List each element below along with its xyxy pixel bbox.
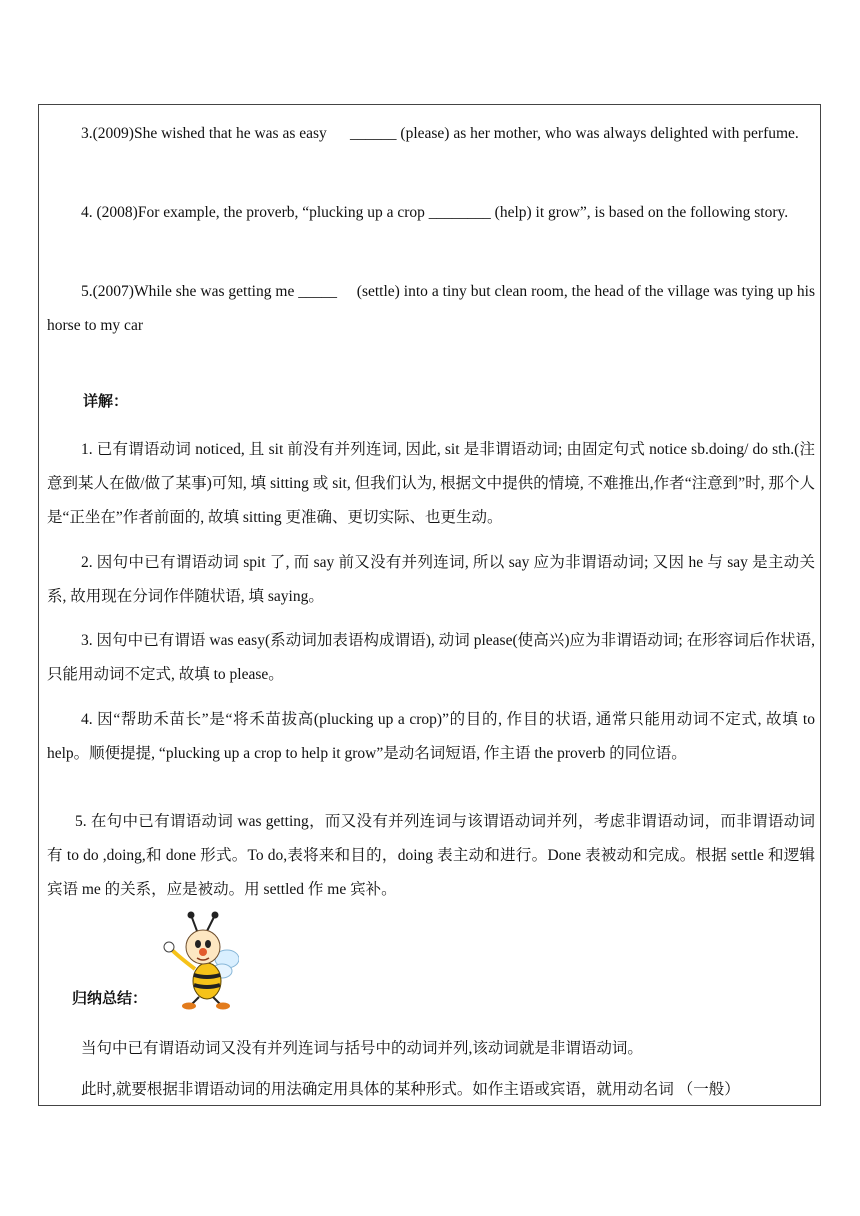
bee-mascot-icon bbox=[157, 911, 239, 1011]
question-4: 4. (2008)For example, the proverb, “plucking up a crop ________ (help) it grow”, is based on the following story. bbox=[81, 204, 789, 221]
explanation-2: 2. 因句中已有谓语动词 spit 了, 而 say 前又没有并列连词, 所以 say 应为非谓语动词; 又因 he 与 say 是主动关系, 故用现在分词作伴随状语, 填 saying。 bbox=[47, 554, 815, 605]
question-5: 5.(2007)While she was getting me _____ (settle) into a tiny but clean room, the head of the village was tying up his horse to my car bbox=[47, 283, 815, 334]
explanation-3: 3. 因句中已有谓语 was easy(系动词加表语构成谓语), 动词 please(使高兴)应为非谓语动词; 在形容词后作状语, 只能用动词不定式, 故填 to please。 bbox=[47, 632, 815, 683]
summary-heading: 归纳总结： bbox=[72, 989, 148, 1007]
explanation-1: 1. 已有谓语动词 noticed, 且 sit 前没有并列连词, 因此, sit 是非谓语动词; 由固定句式 notice sb.doing/ do sth.(注意到某人在做/做了某事)可知, 填 sitting 或 sit, 但我们认为, 根据文中提供的情境, 不难推出,作者“注意到”时, 那个人是“正坐在”作者前面的, 故填 sitting 更准确、更切实际、也更生动。 bbox=[47, 441, 815, 526]
content-frame bbox=[38, 104, 821, 1106]
explanation-5: 5. 在句中已有谓语动词 was getting，而又没有并列连词与该谓语动词并列，考虑非谓语动词，而非谓语动词有 to do ,doing,和 done 形式。To do,表将来和目的，doing 表主动和进行。Done 表被动和完成。根据 settle 和逻辑宾语 me 的关系，应是被动。用 settled 作 me 宾补。 bbox=[47, 813, 815, 898]
explanation-4: 4. 因“帮助禾苗长”是“将禾苗拔高(plucking up a crop)”的目的, 作目的状语, 通常只能用动词不定式, 故填 to help。顺便提提, “plucking up a crop to help it grow”是动名词短语, 作主语 the proverb 的同位语。 bbox=[47, 711, 815, 762]
summary-line-1: 当句中已有谓语动词又没有并列连词与括号中的动词并列,该动词就是非谓语动词。 bbox=[81, 1040, 643, 1057]
summary-line-2: 此时,就要根据非谓语动词的用法确定用具体的某种形式。如作主语或宾语，就用动名词 （一般） bbox=[81, 1081, 740, 1098]
question-3: 3.(2009)She wished that he was as easy ______ (please) as her mother, who was always delighted with perfume. bbox=[81, 125, 799, 142]
explanation-heading: 详解： bbox=[83, 392, 129, 410]
